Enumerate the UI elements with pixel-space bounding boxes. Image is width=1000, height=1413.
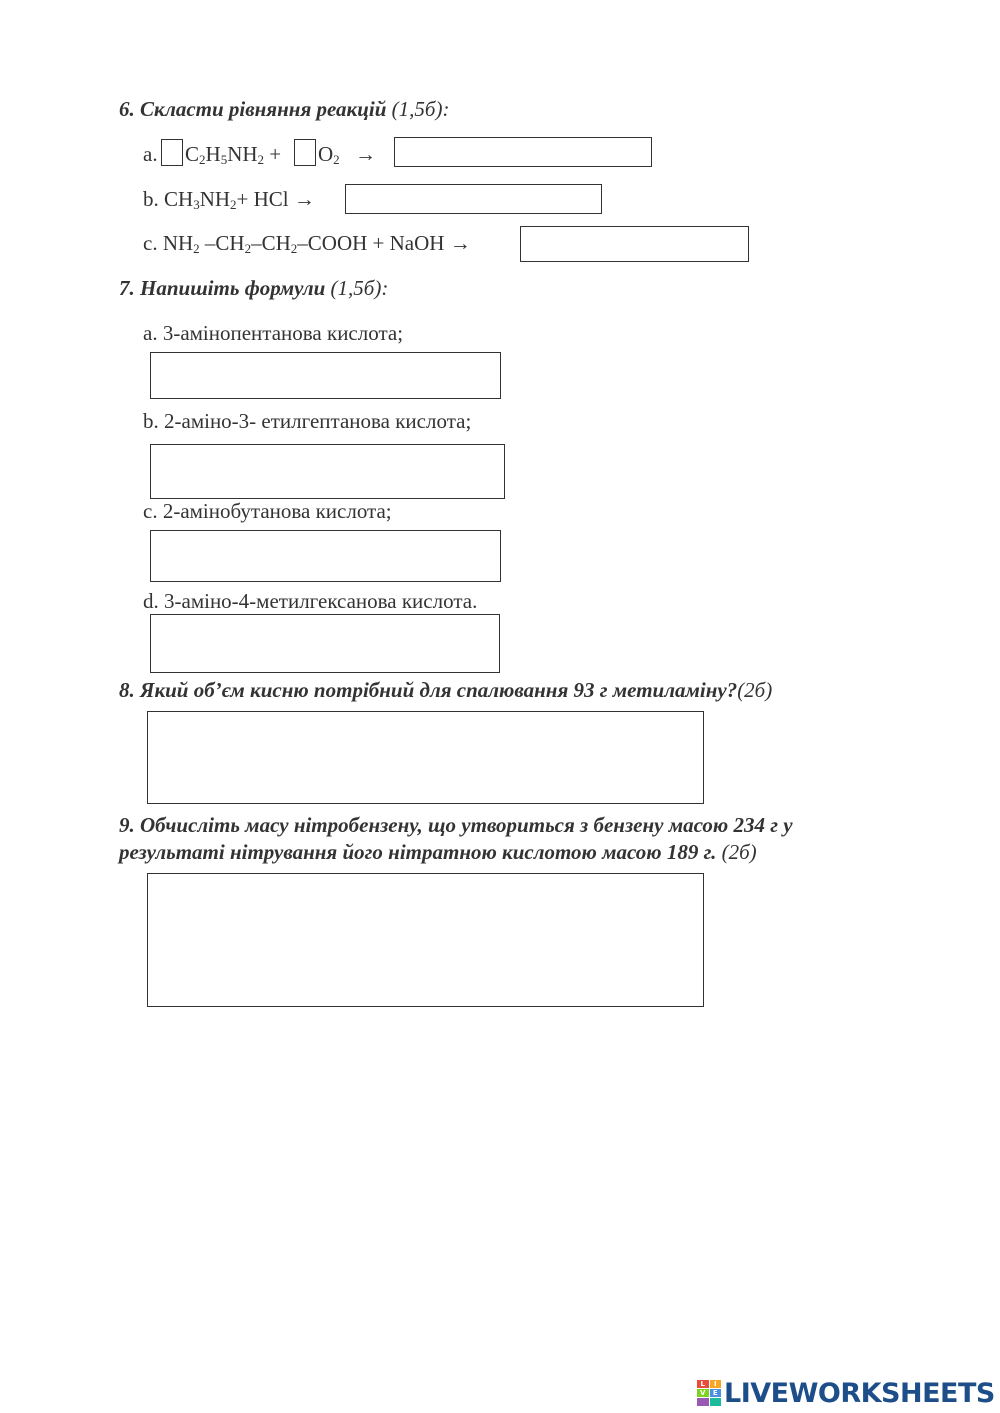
q7-d-answer-input[interactable] bbox=[150, 614, 500, 673]
q6-b-answer-input[interactable] bbox=[345, 184, 602, 214]
q7-item-b: b. 2-аміно-3- етилгептанова кислота; bbox=[143, 409, 472, 433]
logo-cell: L bbox=[697, 1380, 709, 1388]
q6-c-equation: c. $NH_2$ $-CH_2-CH_2$–COOH + NaOH → bbox=[143, 231, 471, 256]
question-7-points: (1,5б): bbox=[330, 276, 389, 300]
q6-a-arrow: → bbox=[355, 142, 376, 166]
question-6-points: (1,5б): bbox=[391, 97, 450, 121]
question-8-title bbox=[119, 678, 772, 703]
logo-cell bbox=[697, 1398, 709, 1406]
question-8-points: (2б) bbox=[737, 678, 773, 702]
question-8-text: 8. Який об’єм кисню потрібний для спалювання 93 г метиламіну? bbox=[119, 678, 738, 702]
logo-cell bbox=[710, 1398, 722, 1406]
q7-item-d: d. 3-аміно-4-метилгексанова кислота. bbox=[143, 589, 478, 613]
question-6-title bbox=[119, 97, 449, 122]
q7-item-c: c. 2-амінобутанова кислота; bbox=[143, 499, 392, 523]
logo-cell: E bbox=[710, 1389, 722, 1397]
q6-a-label: a. bbox=[143, 142, 158, 166]
question-6-text: 6. Скласти рівняння реакцій bbox=[119, 97, 387, 121]
question-9-line-2: результаті нітрування його нітратною кислотою масою 189 г. bbox=[119, 840, 717, 864]
q6-a-answer-input[interactable] bbox=[394, 137, 652, 167]
q6-a-reactant-2: $O_2$ bbox=[318, 142, 340, 167]
question-9-points: (2б) bbox=[721, 840, 757, 864]
q9-answer-input[interactable] bbox=[147, 873, 704, 1007]
logo-cell: V bbox=[697, 1389, 709, 1397]
question-9-line-1: 9. Обчисліть масу нітробензену, що утвориться з бензену масою 234 г у bbox=[119, 813, 793, 837]
logo-cell: I bbox=[710, 1380, 722, 1388]
q6-a-coef-1-input[interactable] bbox=[161, 139, 183, 166]
q6-a-coef-2-input[interactable] bbox=[294, 139, 316, 166]
q7-a-answer-input[interactable] bbox=[150, 352, 501, 399]
liveworksheets-logo-icon bbox=[697, 1380, 721, 1406]
brand-name: LIVEWORKSHEETS bbox=[724, 1377, 995, 1409]
liveworksheets-logo bbox=[697, 1377, 995, 1409]
question-7-title bbox=[119, 276, 388, 301]
q7-b-answer-input[interactable] bbox=[150, 444, 505, 499]
q6-a-reactant-1: $C_2H_5NH_2$ + bbox=[185, 142, 282, 167]
question-9-title bbox=[119, 812, 793, 866]
q8-answer-input[interactable] bbox=[147, 711, 704, 804]
question-7-text: 7. Напишіть формули bbox=[119, 276, 326, 300]
q6-b-equation: b. $CH_3NH_2+$ HCl → bbox=[143, 187, 315, 212]
q6-c-answer-input[interactable] bbox=[520, 226, 749, 262]
q7-c-answer-input[interactable] bbox=[150, 530, 501, 582]
q7-item-a: a. 3-амінопентанова кислота; bbox=[143, 321, 404, 345]
